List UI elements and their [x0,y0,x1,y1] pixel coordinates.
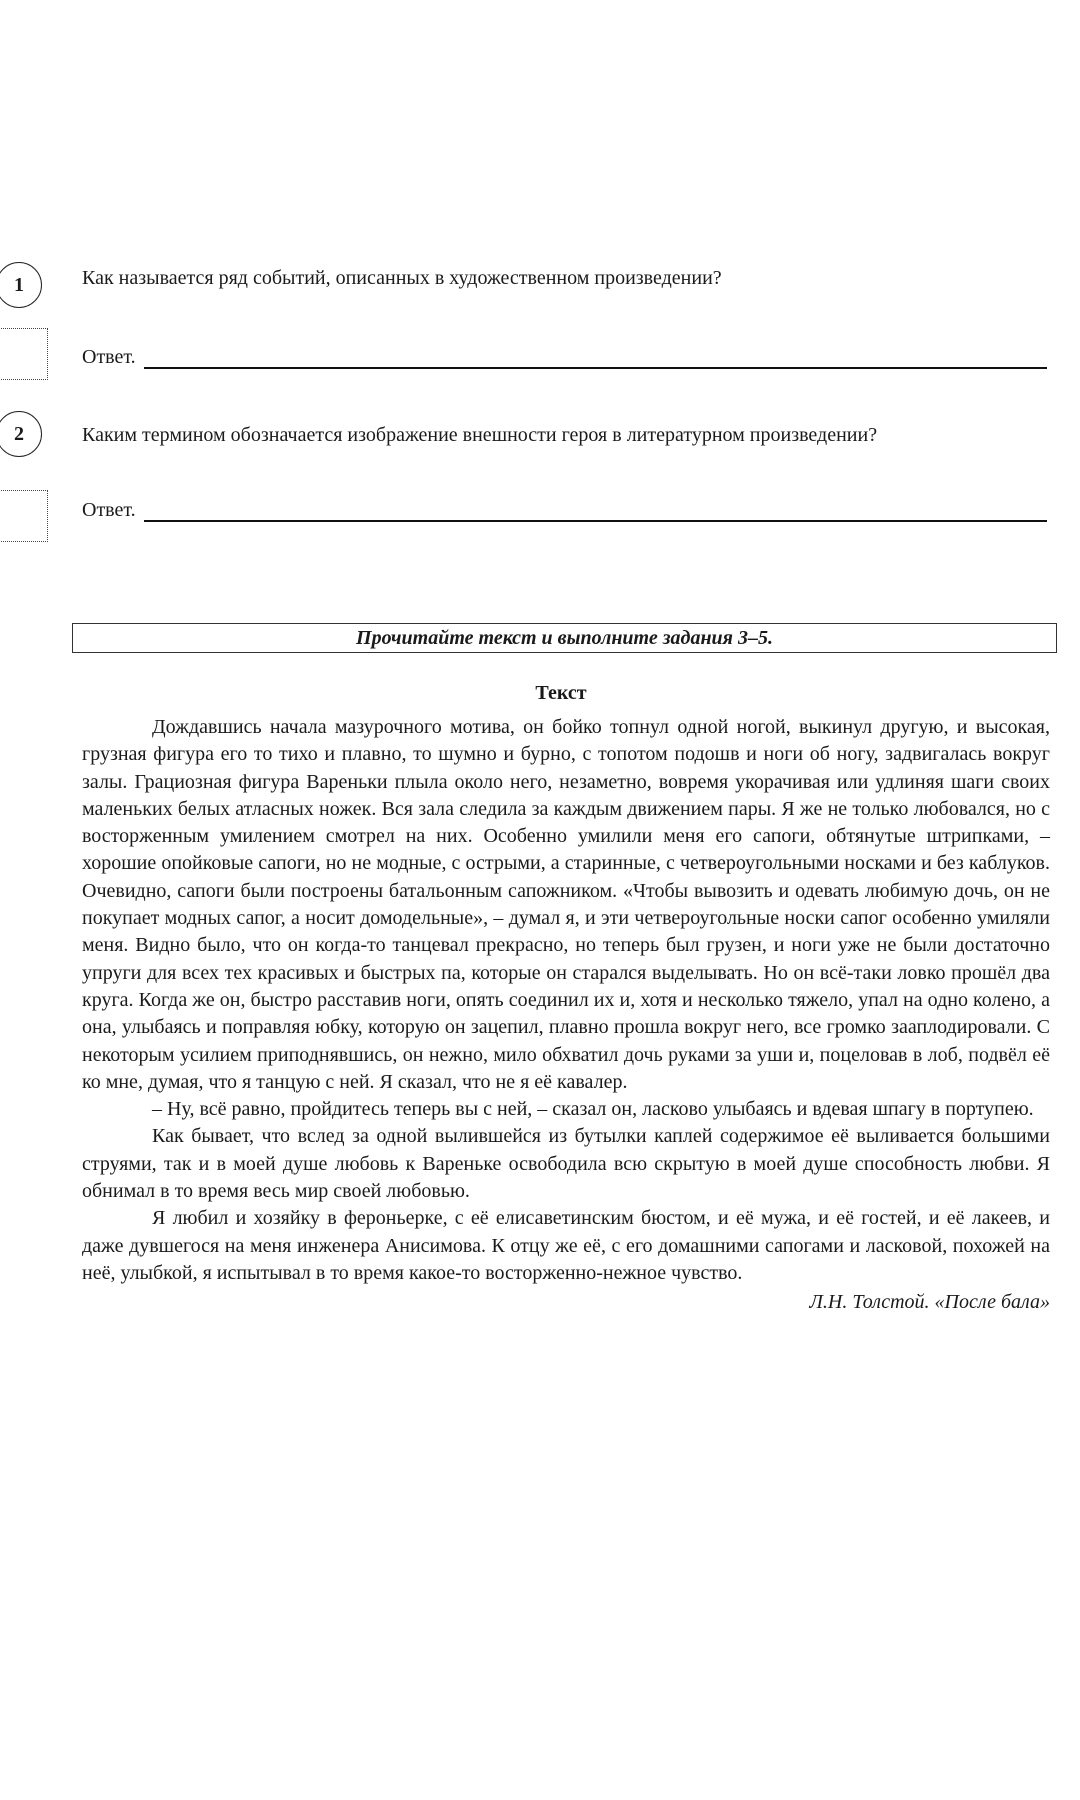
task-number-1-label: 1 [14,273,24,296]
paragraph-4: Я любил и хозяйку в фероньерке, с её елисаветинским бюстом, и её мужа, и её гостей, и её лакеев, и даже дувшегося на меня инженера Анисимова. К отцу же её, с его домашними сапогами и ласковой, похожей на неё, улыбкой, я испытывал в то время какое-то восторженно-нежное чувство. [82,1207,1050,1284]
answer-box-1 [0,328,48,380]
text-title: Текст [535,682,587,704]
answer-label-1: Ответ. [82,346,136,368]
task-number-1 [0,262,42,308]
question-2-text: Каким термином обозначается изображение внешности героя в литературном произведении? [82,424,878,446]
answer-line-1[interactable] [144,347,1047,369]
answer-label-2: Ответ. [82,499,136,521]
answer-box-2 [0,490,48,542]
instruction-box [72,623,1057,653]
paragraph-1: Дождавшись начала мазурочного мотива, он бойко топнул одной ногой, выкинул другую, и высокая, грузная фигура его то тихо и плавно, то шумно и бурно, с топотом подошв и ноги об ногу, задвигалась вокруг залы. Грациозная фигура Вареньки плыла около него, незаметно, вовремя укорачивая или удлиняя шаги своих маленьких белых атласных ножек. Вся зала следила за каждым движением пары. Я же не только любовался, но с восторженным умилением смотрел на них. Особенно умилили меня его сапоги, обтянутые штрипками, – хорошие опойковые сапоги, но не модные, с острыми, а старинные, с четвероугольными носками и без каблуков. Очевидно, сапоги были построены батальонным сапожником. «Чтобы вывозить и одевать любимую дочь, он не покупает модных сапог, а носит домодельные», – думал я, и эти четвероугольные носки сапог особенно умиляли меня. Видно было, что он когда-то танцевал прекрасно, но теперь был грузен, и ноги уже не были достаточно упруги для всех тех красивых и быстрых па, которые он старался выделывать. Но он всё-таки ловко прошёл два круга. Когда же он, быстро расставив ноги, опять соединил их и, хотя и несколько тяжело, упал на одно колено, а она, улыбаясь и поправляя юбку, которую он зацепил, плавно прошла вокруг него, все громко зааплодировали. С некоторым усилием приподнявшись, он нежно, мило обхватил дочь руками за уши и, поцеловав в лоб, подвёл её ко мне, думая, что я танцую с ней. Я сказал, что не я её кавалер. [82,716,1050,1093]
answer-line-2[interactable] [144,500,1047,522]
task-number-2 [0,411,42,457]
attribution: Л.Н. Толстой. «После бала» [809,1291,1050,1314]
text-body [82,714,1050,1317]
answer-row-1[interactable] [82,346,1047,369]
paragraph-3: Как бывает, что вслед за одной вылившейся из бутылки каплей содержимое её выливается большими струями, так и в моей душе любовь к Вареньке освободила всю скрытую в моей душе способность любви. Я обнимал в то время весь мир своей любовью. [82,1125,1050,1203]
task-number-2-label: 2 [14,422,24,445]
question-1-text: Как называется ряд событий, описанных в художественном произведении? [82,267,722,289]
answer-row-2[interactable] [82,499,1047,522]
paragraph-2: – Ну, всё равно, пройдитесь теперь вы с ней, – сказал он, ласково улыбаясь и вдевая шпагу в портупею. [152,1098,1034,1121]
instruction-text: Прочитайте текст и выполните задания 3–5. [356,626,773,649]
